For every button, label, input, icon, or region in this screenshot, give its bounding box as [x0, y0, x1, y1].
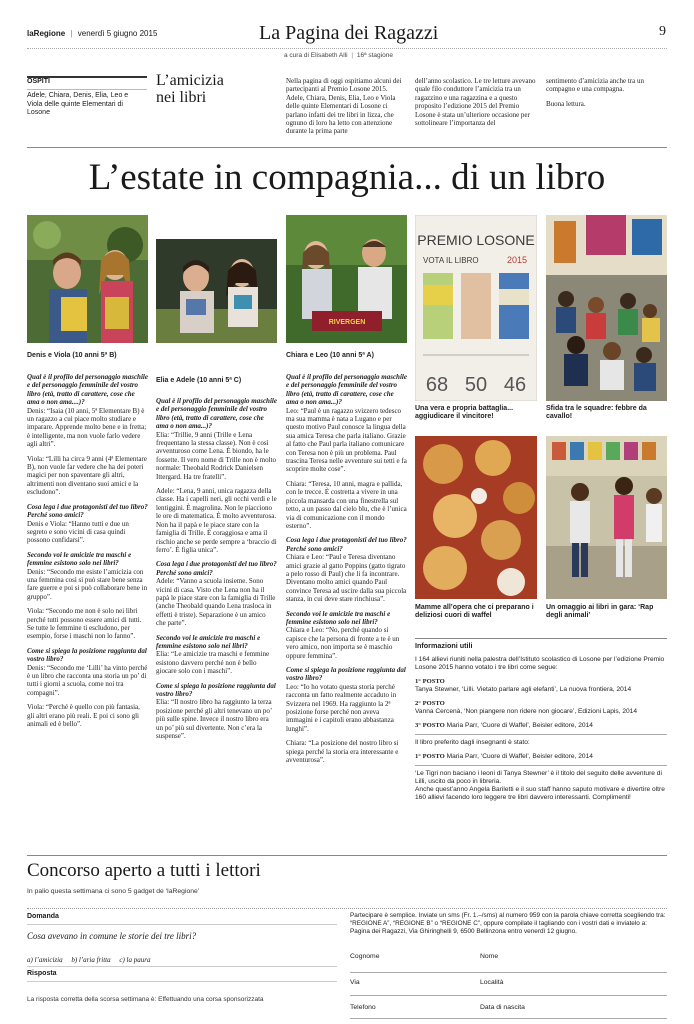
block-5: Come si spiega la posizione raggiunta dal vostro libro? Elia: “Il nostro libro ha raggiunto la terza posizione perché gli altri tenevano un po’ più sulle spine. Invece il nostro libro era un po’ più sul divertente. Non c’era la suspense”.	[156, 681, 276, 741]
block-1: Qual è il profilo del personaggio maschile e del personaggio femminile del vostro libro (età, tratto di carattere, cose che ama o non ama...)? Elia: “Trillie, 9 anni (Trille e Lena frequentano la stessa classe). Non è così avventuroso come Lena. È biondo, ha le fossette. Il vero nome di Trille non è molto normale: Theobald Rodrick Danielsen Ittergard. Ha tre fratelli”.	[156, 397, 277, 481]
header-rule	[27, 48, 667, 49]
block-6: Chiara: “La posizione del nostro libro si spiega perché la storia era interessante e avventurosa”.	[286, 739, 399, 765]
block-5: Viola: “Secondo me non è solo nei libri perché tutti possono essere amici di tutti. Se tutte le femmine ti escludono, per esempio, forse i maschi non lo fanno”.	[27, 607, 142, 641]
info-thanks: Anche quest’anno Angela Bariletti e il suo staff hanno saputo motivare e divertire oltre 160 allievi facendo loro leggere tre libri davvero interessanti. Complimenti!	[415, 786, 665, 801]
coupon-form	[350, 950, 667, 1019]
tally-3: 46	[503, 374, 527, 396]
block-3: Cosa lega i due protagonisti del tuo libro? Perché sono amici? Adele: “Vanno a scuola insieme. Sono vicini di casa. Visto che Lena non ha il papà le piace stare con la famiglia di Trille (anche Theobald quando Lena trasloca in effetti è triste). Separazione è un amico che parte”.	[156, 560, 277, 628]
ospiti-label: OSPITI	[27, 78, 50, 85]
intro-col-1: Nella pagina di oggi ospitiamo alcuni dei partecipanti al Premio Losone 2015. Adele, Chiara, Denis, Elia, Leo e Viola delle quinte Elementari di Losone ci parlano infatti dei tre libri in lizza, che ognuno di loro ha letto con attenzione durante la prima parte	[286, 77, 402, 136]
article-col-2	[156, 397, 277, 746]
premio-sign-vote: VOTA IL LIBRO	[423, 256, 479, 265]
block-4: Secondo voi le amicizie tra maschi e femmine esistono solo nei libri? Elia: “Le amicizie tra maschi e femmine esistono davvero perché non è bello giocare solo con i maschi”.	[156, 633, 270, 676]
caption-denis-viola: Denis e Viola (10 anni 5ª B)	[27, 352, 117, 359]
block-4: Secondo voi le amicizie tra maschi e femmine esistono solo nei libri? Denis: “Secondo me esiste l’amicizia con una femmina così si può stare bene senza fare guerre e poi si può collaborare bene in gruppo”.	[27, 550, 148, 601]
row-cognome-nome	[350, 950, 667, 973]
photo-premio-sign	[415, 215, 537, 401]
main-headline: L’estate in compagnia... di un libro	[88, 157, 606, 198]
nascita-field[interactable]: Data di nascita	[480, 1004, 525, 1011]
photo-rap-animali	[546, 436, 667, 599]
block-4: Secondo voi le amicizie tra maschi e femmine esistono solo nei libri? Chiara e Leo: “No, perché quando si capisce che la persona di fronte a te è un vero amico, non importa se è maschio oppure femmina”.	[286, 609, 400, 660]
block-2: Chiara: “Teresa, 10 anni, magra e pallida, con le trecce. È costretta a vivere in una piccola mansarda con una finestrella sul tetto, a un passo dal cielo blu, che è l’unica via di comunicazione con il mondo esterno”.	[286, 479, 407, 530]
info-title: Informazioni utili	[415, 641, 473, 650]
teachers-title: Il libro preferito dagli insegnanti è stato:	[415, 739, 530, 746]
domanda-rule	[27, 924, 337, 925]
ospiti-text: Adele, Chiara, Denis, Elia, Leo e Viola delle quinte Elementari di Losone	[27, 92, 129, 116]
intro-col-3: sentimento d’amicizia anche tra un compagno e una compagna. Buona lettura.	[546, 77, 644, 108]
caption-sfida: Sfida tra le squadre: febbre da cavallo!	[546, 405, 647, 420]
caption-elia-adele: Elia e Adele (10 anni 5ª C)	[156, 377, 242, 384]
photo-chiara-leo	[286, 215, 407, 343]
section-title: La Pagina dei Ragazzi	[259, 22, 439, 44]
premio-sign-year: 2015	[507, 255, 528, 265]
logo: laRegione	[27, 29, 66, 38]
concorso-subtitle: In palio questa settimana ci sono 5 gadget de ‘laRegione’	[27, 888, 200, 895]
article-col-3	[286, 373, 407, 770]
page-number: 9	[659, 24, 666, 39]
photo-waffel-mamme	[415, 436, 537, 599]
block-6: Come si spiega la posizione raggiunta dal vostro libro? Denis: “Secondo me ‘Lilli’ ha vinto perché è un libro che racconta una storia un po’ di tutti i giorni a scuola, come noi tra compagni”.	[27, 646, 148, 697]
concorso-title: Concorso aperto a tutti i lettori	[27, 860, 261, 881]
block-2: Adele: “Lena, 9 anni, unica ragazza della classe. Ha i capelli neri, gli occhi verdi e le lentiggini. È magrolina. Non le piacciono le ore di matematica. È molto avventurosa. Non ha il papà e le piace stare con la famiglia di Trille. È coraggiosa e ama il rischio anche se perde sempre a ‘braccio di ferro’. È figlia unica”.	[156, 487, 277, 554]
info-intro: I 164 allievi riuniti nella palestra dell’Istituto scolastico di Losone per l’edizione Premio Losone 2015 hanno votato i tre libri come segue:	[415, 656, 665, 671]
info-rule	[415, 638, 667, 639]
block-1: Qual è il profilo del personaggio maschile e del personaggio femminile del vostro libro (età, tratto di carattere, cose che ama o non ama....)? Denis: “Isaia (10 anni, 5ª Elementare B) è un ragazzo a cui piace molto studiare e imparare. Apprende molto bene e in fretta; è intelligente, ma non vuole farlo vedere agli altri”.	[27, 373, 148, 449]
risposta-label: Risposta	[27, 970, 57, 977]
block-7: Viola: “Perché è quello con più fantasia, gli altri erano più reali. E poi ci sono gli animali ed è bello”.	[27, 703, 140, 729]
telefono-field[interactable]: Telefono	[350, 1004, 376, 1011]
concorso-divider	[27, 908, 667, 909]
concorso-rule	[27, 855, 667, 856]
premio-sign-title: PREMIO LOSONE	[417, 232, 535, 248]
tally-1: 68	[425, 374, 449, 396]
article-col-1	[27, 373, 148, 734]
risposta-rule	[27, 981, 337, 982]
caption-chiara-leo: Chiara e Leo (10 anni 5ª A)	[286, 352, 374, 359]
tally-2: 50	[464, 374, 488, 396]
cognome-field[interactable]: Cognome	[350, 953, 380, 960]
caption-waffel: Mamme all’opera che ci preparano i deliziosi cuori di waffel	[415, 604, 534, 619]
photo-sfida-squadre	[546, 215, 667, 401]
byline: a cura di Elisabeth Alli | 16ª stagione	[284, 52, 393, 59]
caption-rap: Un omaggio ai libri in gara: ‘Rap degli animali’	[546, 604, 654, 619]
photo-denis-viola	[27, 215, 148, 343]
info-box	[415, 642, 667, 802]
row-telefono-nascita	[350, 996, 667, 1019]
domanda-label: Domanda	[27, 913, 59, 920]
banner-text: RIVERGEN	[328, 319, 366, 326]
rank-2: 2° POSTO Vanna Cercenà, ‘Non piangere non ridere non giocare’, Edizioni Lapis, 2014	[415, 700, 638, 715]
rank-1: 1° POSTO Tanya Stewner, ‘Lilli. Vietato parlare agli elefanti’, La nuova frontiera, 2014	[415, 678, 632, 693]
last-answer: La risposta corretta della scorsa settimana è: Effettuando una corsa sponsorizzata	[27, 996, 264, 1003]
localita-field[interactable]: Località	[480, 979, 504, 986]
domanda-options[interactable]: a) l’amicizia b) l’aria fritta c) la paura	[27, 956, 151, 964]
concorso-instructions: Partecipare è semplice. Inviate un sms (Fr. 1.–/sms) al numero 959 con la parola chiave corretta scegliendo tra: “REGIONE A”, “REGIONE B” o “REGIONE C”, oppure compilate il tagliando con i vostri dati e inviatelo a: Pagina dei Ragazzi, Via Ghiringhelli 9, 6500 Bellinzona entro venerdì 12 giugno.	[350, 912, 666, 935]
row-via-localita	[350, 973, 667, 996]
intro-col-2: dell’anno scolastico. Le tre letture avevano quale filo conduttore l’amicizia tra un ragazzino e una ragazzina e a questo proposito l’edizione 2015 del Premio Losone è stata un’ulteriore occasione per sottolineare l’importanza del	[415, 77, 536, 128]
info-sequel: ‘Le Tigri non baciano i leoni di Tanya Stewner’ è il titolo del seguito delle avventure di Lilli, uscito da poco in libreria.	[415, 770, 662, 785]
risposta-rule-top	[27, 966, 337, 967]
nome-field[interactable]: Nome	[480, 953, 499, 960]
domanda-text: Cosa avevano in comune le storie dei tre libri?	[27, 931, 197, 941]
block-3: Cosa lega i due protagonisti del tuo libro? Perché sono amici? Chiara e Leo: “Paul e Teresa diventano amici grazie al gatto Poppins (gatto tigrato a pelo rosso di Paul) che li fa incontrare. Diventano molto amici quando Paul convince Teresa ad uscire dalla sua piccola stanza, in cui deve stare rinchiusa”.	[286, 536, 407, 604]
block-1: Qual è il profilo del personaggio maschile e del personaggio femminile del vostro libro (età, tratto di carattere, cose che ama o non ama...)? Leo: “Paul è un ragazzo svizzero tedesco ma sua mamma è nata a Lugano e per questo motivo Paul conosce la lingua della sua amica Teresa che parla italiano. Grazie al fatto che Paul parla italiano comunicare con Teresa non è più un problema. Paul trascina Teresa nelle avventure sui tetti e fa scoprire molte cose”.	[286, 373, 407, 474]
via-field[interactable]: Via	[350, 979, 360, 986]
teachers-rank: 1° POSTO Maria Parr, ‘Cuore di Waffel’, Beisler editore, 2014	[415, 753, 593, 760]
ospiti-rule-2	[27, 89, 147, 90]
intro-title: L’amicizia nei libri	[156, 72, 224, 106]
caption-battaglia: Una vera e propria battaglia... aggiudicare il vincitore!	[415, 405, 514, 420]
block-5: Come si spiega la posizione raggiunta dal vostro libro? Leo: “Io ho votato questa storia perché racconta un fatto realmente accaduto in Svizzera nel 1969. Ha raggiunto la 2ª posizione forse perché non aveva immagini e i capitoli erano abbastanza lunghi”.	[286, 666, 406, 733]
rank-3: 3° POSTO Maria Parr, ‘Cuore di Waffel’, Beisler editore, 2014	[415, 722, 593, 729]
block-2: Viola: “Lilli ha circa 9 anni (4ª Elementare B), non vuole far vedere che ha dei poteri magici per non spaventare gli altri, altrimenti non diventano suoi amici e la escludono”.	[27, 454, 147, 497]
block-3: Cosa lega i due protagonisti del tuo libro? Perché sono amici? Denis e Viola: “Hanno tutti e due un segreto e sono vicini di casa quindi possono confidarsi”.	[27, 502, 148, 545]
issue-date: venerdì 5 giugno 2015	[77, 29, 158, 38]
photo-elia-adele	[156, 239, 277, 343]
masthead: laRegione | venerdì 5 giugno 2015	[27, 29, 158, 38]
headline-rule	[27, 147, 667, 148]
